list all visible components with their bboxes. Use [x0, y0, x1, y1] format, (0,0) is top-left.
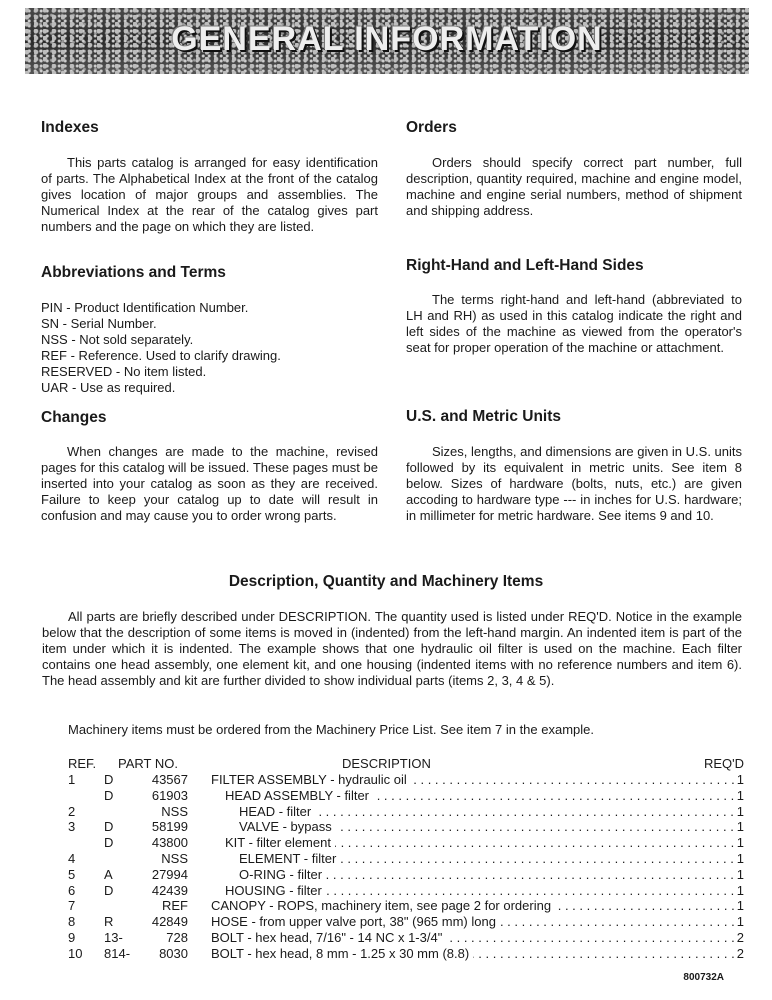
sides-body: The terms right-hand and left-hand (abbreviated to LH and RH) as used in this catalog indicate the right and left sides of the machine as viewed from the operator's seat for proper operation of the machine or attachment.	[406, 292, 742, 355]
row-description: ELEMENT - filter	[239, 851, 340, 866]
abbreviations-heading: Abbreviations and Terms	[41, 264, 226, 281]
row-ref: 2	[68, 803, 76, 819]
table-row	[68, 788, 744, 804]
row-part-number: 8030	[159, 945, 188, 961]
row-part-number: NSS	[161, 803, 188, 819]
abbreviation-item: UAR - Use as required.	[41, 379, 176, 395]
abbreviation-item: SN - Serial Number.	[41, 315, 157, 331]
table-row	[68, 914, 744, 930]
row-prefix: D	[104, 882, 114, 898]
table-row	[68, 819, 744, 835]
row-description: HEAD ASSEMBLY - filter	[225, 788, 373, 803]
row-description: O-RING - filter	[239, 867, 326, 882]
row-part-number: 58199	[151, 819, 188, 835]
row-description: KIT - filter element	[225, 835, 335, 850]
table-row	[68, 851, 744, 867]
row-qty: 1	[736, 835, 744, 851]
row-prefix: 13-	[104, 929, 123, 945]
row-description-cell	[211, 898, 736, 914]
parts-table	[68, 756, 744, 962]
table-row	[68, 883, 744, 899]
row-description-cell	[211, 914, 736, 930]
row-ref: 10	[68, 945, 83, 961]
row-prefix: R	[104, 914, 114, 930]
sides-heading: Right-Hand and Left-Hand Sides	[406, 257, 644, 274]
row-part-number: 61903	[151, 787, 188, 803]
row-part-number: 42849	[151, 914, 188, 930]
table-row	[68, 898, 744, 914]
parts-table-header	[68, 756, 744, 772]
table-row	[68, 867, 744, 883]
row-description: BOLT - hex head, 8 mm - 1.25 x 30 mm (8.8)	[211, 946, 473, 961]
row-description: HOUSING - filter	[225, 883, 326, 898]
row-part-number: REF	[162, 898, 188, 914]
row-ref: 3	[68, 819, 76, 835]
header-part-no: PART NO.	[118, 756, 178, 771]
row-prefix: D	[104, 787, 114, 803]
row-ref: 9	[68, 929, 76, 945]
row-qty: 1	[736, 803, 744, 819]
row-description-cell	[239, 867, 736, 883]
table-row	[68, 946, 744, 962]
row-part-number: 728	[166, 929, 188, 945]
row-ref: 1	[68, 772, 76, 787]
abbreviations-list	[41, 300, 281, 395]
row-description: FILTER ASSEMBLY - hydraulic oil	[211, 772, 411, 787]
indexes-body: This parts catalog is arranged for easy identification of parts. The Alphabetical Index at the front of the catalog gives location of major groups and assemblies. The Numerical Index at the rear of the catalog gives part numbers and the page on which they are listed.	[41, 155, 378, 234]
row-description-cell	[239, 819, 736, 835]
abbreviation-item: RESERVED - No item listed.	[41, 363, 207, 379]
units-body: Sizes, lengths, and dimensions are given in U.S. units followed by its equivalent in metric units. See item 8 below. Sizes of hardware (bolts, nuts, etc.) are given accoding to hardware type --- in inches for U.S. hardware; in millimeter for metric hardware. See items 9 and 10.	[406, 444, 743, 523]
row-part-number: NSS	[161, 850, 188, 866]
header-ref: REF.	[68, 756, 97, 771]
row-ref: 6	[68, 882, 76, 898]
row-description: CANOPY - ROPS, machinery item, see page 2 for ordering	[211, 898, 555, 913]
row-description-cell	[225, 883, 736, 899]
row-prefix: D	[104, 835, 114, 851]
row-description-cell	[225, 788, 736, 804]
right-column	[406, 119, 742, 549]
row-qty: 1	[736, 772, 744, 787]
table-row	[68, 772, 744, 788]
row-part-number: 27994	[151, 866, 188, 882]
row-ref: 8	[68, 914, 76, 930]
changes-heading: Changes	[41, 409, 107, 426]
orders-body: Orders should specify correct part number, full description, quantity required, machine and engine model, machine and engine serial numbers, method of shipment and shipping address.	[406, 155, 742, 218]
table-row	[68, 835, 744, 851]
row-description: HEAD - filter	[239, 804, 315, 819]
row-qty: 1	[736, 914, 744, 930]
row-description-cell	[211, 946, 736, 962]
description-heading: Description, Quantity and Machinery Items	[228, 573, 544, 590]
row-qty: 1	[736, 819, 744, 835]
row-part-number: 43567	[151, 772, 188, 787]
row-ref: 5	[68, 866, 76, 882]
row-qty: 1	[736, 898, 744, 914]
left-column	[41, 119, 378, 549]
row-description: HOSE - from upper valve port, 38" (965 mm) long	[211, 914, 500, 929]
row-prefix: D	[104, 819, 114, 835]
abbreviation-item: REF - Reference. Used to clarify drawing.	[41, 347, 281, 363]
row-qty: 2	[736, 929, 744, 945]
row-ref: 7	[68, 898, 76, 914]
row-prefix: A	[104, 866, 113, 882]
row-part-number: 43800	[151, 835, 188, 851]
changes-body: When changes are made to the machine, revised pages for this catalog will be issued. These pages must be inserted into your catalog as soon as they are received. Failure to keep your catalog up to date will result in confusion and may cause you to order wrong parts.	[41, 444, 378, 523]
row-qty: 1	[736, 850, 744, 866]
row-prefix: D	[104, 772, 114, 787]
machinery-note: Machinery items must be ordered from the Machinery Price List. See item 7 in the example.	[68, 722, 594, 737]
row-qty: 1	[736, 882, 744, 898]
row-part-number: 42439	[151, 882, 188, 898]
row-ref: 4	[68, 850, 76, 866]
header-banner	[25, 8, 749, 74]
abbreviation-item: NSS - Not sold separately.	[41, 331, 194, 347]
table-row	[68, 804, 744, 820]
row-description-cell	[225, 835, 736, 851]
header-description: DESCRIPTION	[342, 756, 431, 771]
row-description-cell	[211, 930, 736, 946]
header-reqd: REQ'D	[703, 756, 744, 771]
document-code: 800732A	[683, 972, 724, 983]
page-title: GENERAL INFORMATION	[171, 20, 603, 58]
orders-heading: Orders	[406, 119, 457, 136]
row-qty: 2	[736, 945, 744, 961]
table-row	[68, 930, 744, 946]
row-qty: 1	[736, 866, 744, 882]
row-description: BOLT - hex head, 7/16" - 14 NC x 1-3/4"	[211, 930, 446, 945]
row-description: VALVE - bypass	[239, 819, 336, 834]
description-body: All parts are briefly described under DESCRIPTION. The quantity used is listed under REQ'D. Notice in the example below that the description of some items is moved in (indented) from the left-hand margin. An indented item is part of the item under which it is indented. The example shows that one hydraulic oil filter is used on the machine. Each filter contains one head assembly, one element kit, and one housing (indented items with no reference numbers and item 6). The head assembly and kit are further divided to show individual parts (items 2, 3, 4 & 5).	[42, 609, 742, 688]
row-description-cell	[211, 772, 736, 788]
row-description-cell	[239, 851, 736, 867]
row-qty: 1	[736, 787, 744, 803]
abbreviation-item: PIN - Product Identification Number.	[41, 300, 249, 315]
row-description-cell	[239, 804, 736, 820]
units-heading: U.S. and Metric Units	[406, 408, 562, 425]
indexes-heading: Indexes	[41, 119, 99, 136]
row-prefix: 814-	[104, 945, 131, 961]
